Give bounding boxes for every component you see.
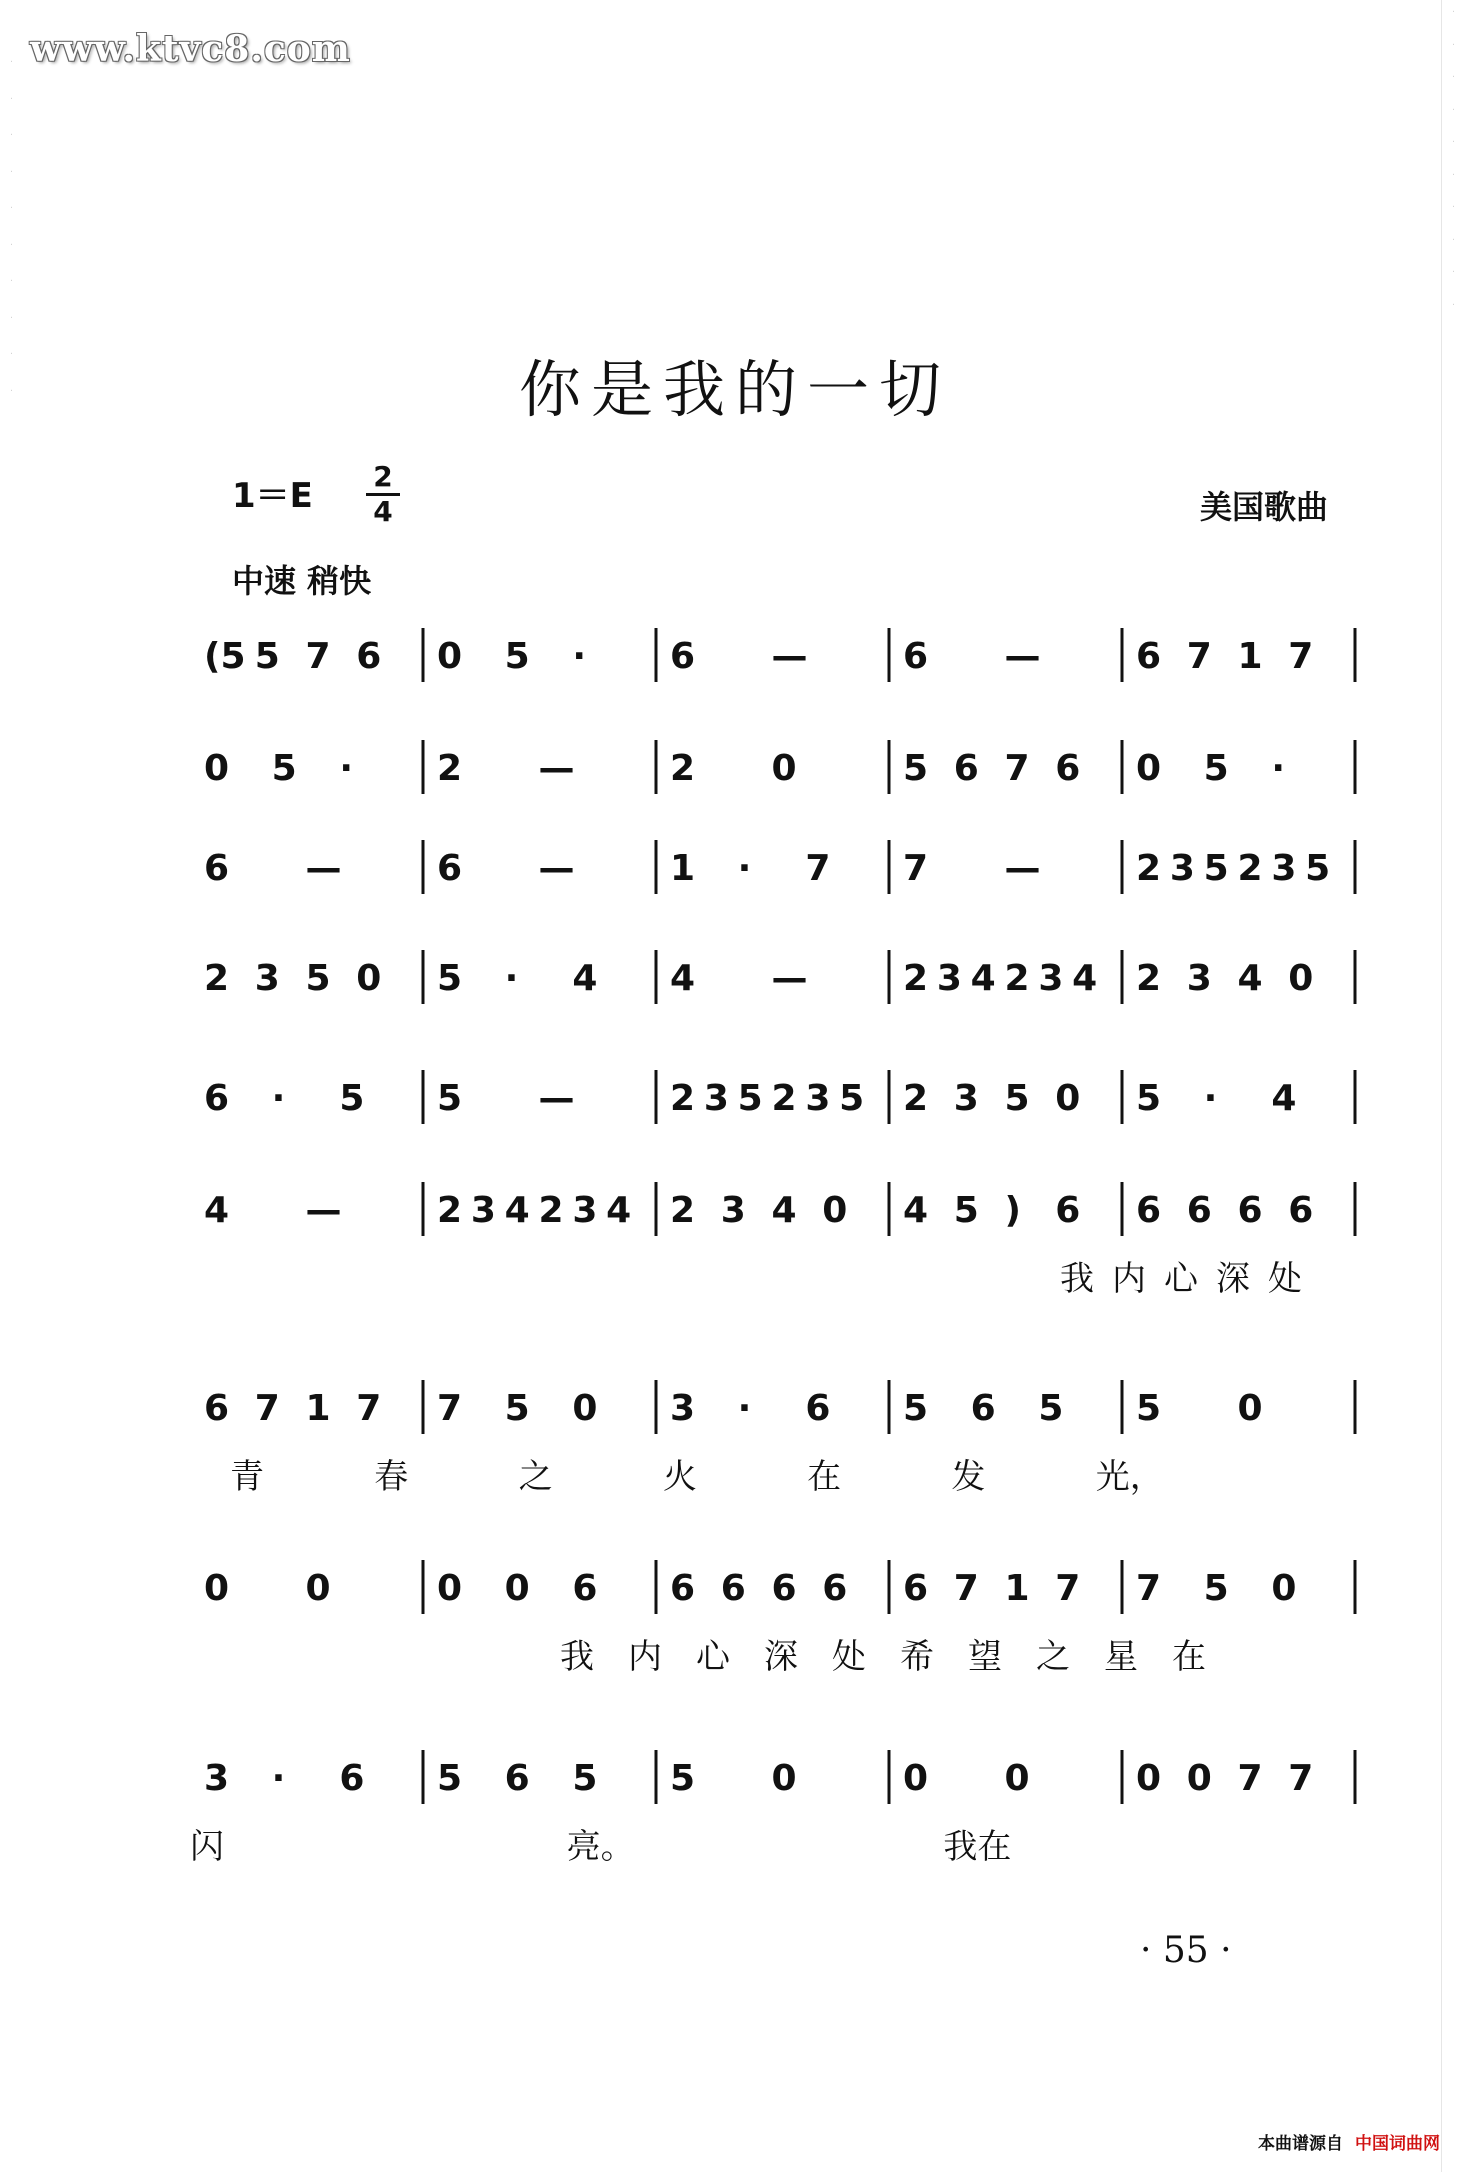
note: 2 — [771, 1078, 797, 1119]
note: 2 — [903, 1078, 929, 1119]
note: 6 — [970, 1388, 996, 1429]
note: 7 — [305, 636, 331, 677]
lyric-syllable: 在 — [807, 1457, 842, 1497]
note: — — [771, 636, 808, 677]
note: 5 — [572, 1758, 598, 1799]
note: — — [538, 848, 575, 889]
note: 6 — [572, 1568, 598, 1609]
note: 7 — [356, 1388, 382, 1429]
note: 6 — [204, 1078, 230, 1119]
lyric-syllable: 希 — [900, 1637, 934, 1677]
note: 3 — [670, 1388, 696, 1429]
note: 7 — [1288, 636, 1314, 677]
note: 4 — [572, 958, 598, 999]
note: 6 — [339, 1758, 365, 1799]
note: 6 — [771, 1568, 797, 1609]
meter-numerator: 2 — [373, 460, 393, 493]
note: 6 — [903, 636, 929, 677]
note: 0 — [1271, 1568, 1297, 1609]
left-binding-strip: · · · · · · · · · · — [6, 60, 16, 392]
note: · — [339, 748, 354, 789]
note: 5 — [437, 1758, 463, 1799]
lyric-syllable: 之 — [1036, 1637, 1070, 1677]
note: 7 — [1186, 636, 1212, 677]
note: · — [271, 1758, 286, 1799]
note: 5 — [1203, 1568, 1229, 1609]
note: 5 — [903, 1388, 929, 1429]
note: 2 — [903, 958, 929, 999]
note: — — [1004, 636, 1041, 677]
note: 3 — [1271, 848, 1297, 889]
note: 5 — [437, 958, 463, 999]
note: 3 — [254, 958, 280, 999]
song-title: 你是我的一切 — [518, 353, 951, 426]
note: 2 — [437, 1190, 463, 1231]
lyric-syllable: 深 — [764, 1637, 798, 1677]
note: 6 — [670, 636, 696, 677]
note: 1 — [1004, 1568, 1030, 1609]
note: 7 — [1288, 1758, 1314, 1799]
note: 0 — [822, 1190, 848, 1231]
note: 3 — [1186, 958, 1212, 999]
source-credit — [1258, 2129, 1440, 2154]
note: 0 — [437, 636, 463, 677]
note: 6 — [720, 1568, 746, 1609]
note: 3 — [470, 1190, 496, 1231]
note: — — [771, 958, 808, 999]
note: 5 — [305, 958, 331, 999]
lyric-syllable: 内 — [628, 1637, 662, 1677]
note: 5 — [271, 748, 297, 789]
lyric-syllable: 内 — [1112, 1259, 1146, 1299]
note: 6 — [1237, 1190, 1263, 1231]
note: 2 — [670, 1078, 696, 1119]
note: — — [538, 748, 575, 789]
note: 3 — [720, 1190, 746, 1231]
note: 2 — [670, 748, 696, 789]
note: 3 — [953, 1078, 979, 1119]
source-label: 本曲谱源自 — [1258, 2134, 1343, 2154]
note: 6 — [204, 848, 230, 889]
lyric-syllable: 之 — [518, 1457, 553, 1497]
page-number: · 55 · — [1140, 1930, 1232, 1971]
note: 5 — [1136, 1078, 1162, 1119]
note: 5 — [504, 636, 530, 677]
note: · — [1271, 748, 1286, 789]
lyric-syllable: 闪 — [190, 1827, 224, 1867]
lyric-syllable: 深 — [1216, 1259, 1250, 1299]
note: 1 — [670, 848, 696, 889]
note: 2 — [538, 1190, 564, 1231]
note: 4 — [970, 958, 996, 999]
site-watermark: www.ktvc8.com — [30, 28, 351, 70]
source-site-link[interactable]: 中国词曲网 — [1355, 2134, 1440, 2154]
note: 6 — [1186, 1190, 1212, 1231]
lyric-syllable: 我 — [560, 1637, 594, 1677]
key-signature: 1＝E — [232, 476, 313, 516]
note: 5 — [670, 1758, 696, 1799]
note: 0 — [771, 1758, 797, 1799]
lyric-syllable: 光， — [1095, 1457, 1164, 1497]
note: 3 — [572, 1190, 598, 1231]
note: 0 — [356, 958, 382, 999]
note: 7 — [953, 1568, 979, 1609]
note: 6 — [1055, 1190, 1081, 1231]
note: 2 — [1004, 958, 1030, 999]
note: 0 — [1237, 1388, 1263, 1429]
note: 4 — [1271, 1078, 1297, 1119]
lyric-syllable: 我 — [1060, 1259, 1094, 1299]
note: 4 — [504, 1190, 530, 1231]
note: 4 — [670, 958, 696, 999]
lyric-syllable: 心 — [1164, 1259, 1198, 1299]
note: 6 — [356, 636, 382, 677]
note: 7 — [903, 848, 929, 889]
lyric-syllable: 春 — [374, 1457, 409, 1497]
note: 0 — [903, 1758, 929, 1799]
note: 3 — [204, 1758, 230, 1799]
note: 7 — [1237, 1758, 1263, 1799]
note: 4 — [606, 1190, 632, 1231]
note: · — [737, 848, 752, 889]
note: 5 — [339, 1078, 365, 1119]
note: 2 — [670, 1190, 696, 1231]
note: 2 — [1237, 848, 1263, 889]
note: 5 — [437, 1078, 463, 1119]
note: 3 — [703, 1078, 729, 1119]
song-origin: 美国歌曲 — [1199, 488, 1328, 526]
lyric-syllable: 火 — [662, 1457, 697, 1497]
note: 0 — [204, 748, 230, 789]
lyric-syllable: 望 — [968, 1637, 1002, 1677]
note: — — [305, 1190, 342, 1231]
note: 4 — [1237, 958, 1263, 999]
note: — — [1004, 848, 1041, 889]
note: 5 — [1004, 1078, 1030, 1119]
meter-denominator: 4 — [373, 495, 393, 528]
note: 5 — [737, 1078, 763, 1119]
right-binding-strip: · · · · · · · · · · — [1441, 0, 1464, 2172]
note: 7 — [1004, 748, 1030, 789]
note: · — [737, 1388, 752, 1429]
note: 0 — [504, 1568, 530, 1609]
note: 5 — [254, 636, 280, 677]
note: 6 — [1136, 1190, 1162, 1231]
note: 0 — [305, 1568, 331, 1609]
note: 6 — [1288, 1190, 1314, 1231]
note: (5 — [204, 636, 246, 677]
lyric-syllable: 我在 — [943, 1827, 1012, 1867]
note: 6 — [903, 1568, 929, 1609]
note: 0 — [1055, 1078, 1081, 1119]
tempo-marking: 中速 稍快 — [232, 562, 372, 600]
note: 5 — [903, 748, 929, 789]
note: 2 — [204, 958, 230, 999]
note: · — [504, 958, 519, 999]
lyric-syllable: 心 — [696, 1637, 730, 1677]
note: 0 — [771, 748, 797, 789]
note: 0 — [437, 1568, 463, 1609]
note: 6 — [953, 748, 979, 789]
note: · — [1203, 1078, 1218, 1119]
note: 5 — [1038, 1388, 1064, 1429]
lyric-syllable: 青 — [230, 1457, 264, 1497]
lyric-syllable: 亮。 — [566, 1827, 635, 1867]
note: 0 — [1288, 958, 1314, 999]
note: · — [572, 636, 587, 677]
note: 7 — [805, 848, 831, 889]
note: 1 — [305, 1388, 331, 1429]
note: 4 — [903, 1190, 929, 1231]
note: 5 — [839, 1078, 865, 1119]
note: 6 — [437, 848, 463, 889]
note: 1 — [1237, 636, 1263, 677]
note: 6 — [805, 1388, 831, 1429]
note: 2 — [437, 748, 463, 789]
note: 6 — [204, 1388, 230, 1429]
note: 0 — [1004, 1758, 1030, 1799]
note: · — [271, 1078, 286, 1119]
note: 4 — [204, 1190, 230, 1231]
note: — — [305, 848, 342, 889]
note: 7 — [1136, 1568, 1162, 1609]
lyric-syllable: 处 — [1268, 1259, 1302, 1299]
note: 3 — [1169, 848, 1195, 889]
note: 6 — [504, 1758, 530, 1799]
lyric-syllable: 发 — [951, 1457, 986, 1497]
note: 6 — [670, 1568, 696, 1609]
note: 0 — [1136, 748, 1162, 789]
note: 3 — [1038, 958, 1064, 999]
note: 3 — [936, 958, 962, 999]
note: 5 — [953, 1190, 979, 1231]
note: 0 — [1186, 1758, 1212, 1799]
lyric-syllable: 处 — [832, 1637, 866, 1677]
lyric-syllable: 在 — [1172, 1637, 1206, 1677]
note: 5 — [1136, 1388, 1162, 1429]
note: 0 — [1136, 1758, 1162, 1799]
note: ) — [1004, 1190, 1021, 1231]
note: 5 — [1203, 748, 1229, 789]
note: 0 — [572, 1388, 598, 1429]
note: 7 — [437, 1388, 463, 1429]
note: — — [538, 1078, 575, 1119]
note: 3 — [805, 1078, 831, 1119]
lyric-syllable: 星 — [1104, 1637, 1138, 1677]
note: 2 — [1136, 848, 1162, 889]
note: 5 — [1305, 848, 1331, 889]
note: 7 — [254, 1388, 280, 1429]
note: 5 — [1203, 848, 1229, 889]
note: 7 — [1055, 1568, 1081, 1609]
note: 6 — [1055, 748, 1081, 789]
note: 5 — [504, 1388, 530, 1429]
note: 2 — [1136, 958, 1162, 999]
note: 4 — [771, 1190, 797, 1231]
note: 6 — [1136, 636, 1162, 677]
note: 0 — [204, 1568, 230, 1609]
note: 6 — [822, 1568, 848, 1609]
note: 4 — [1072, 958, 1098, 999]
